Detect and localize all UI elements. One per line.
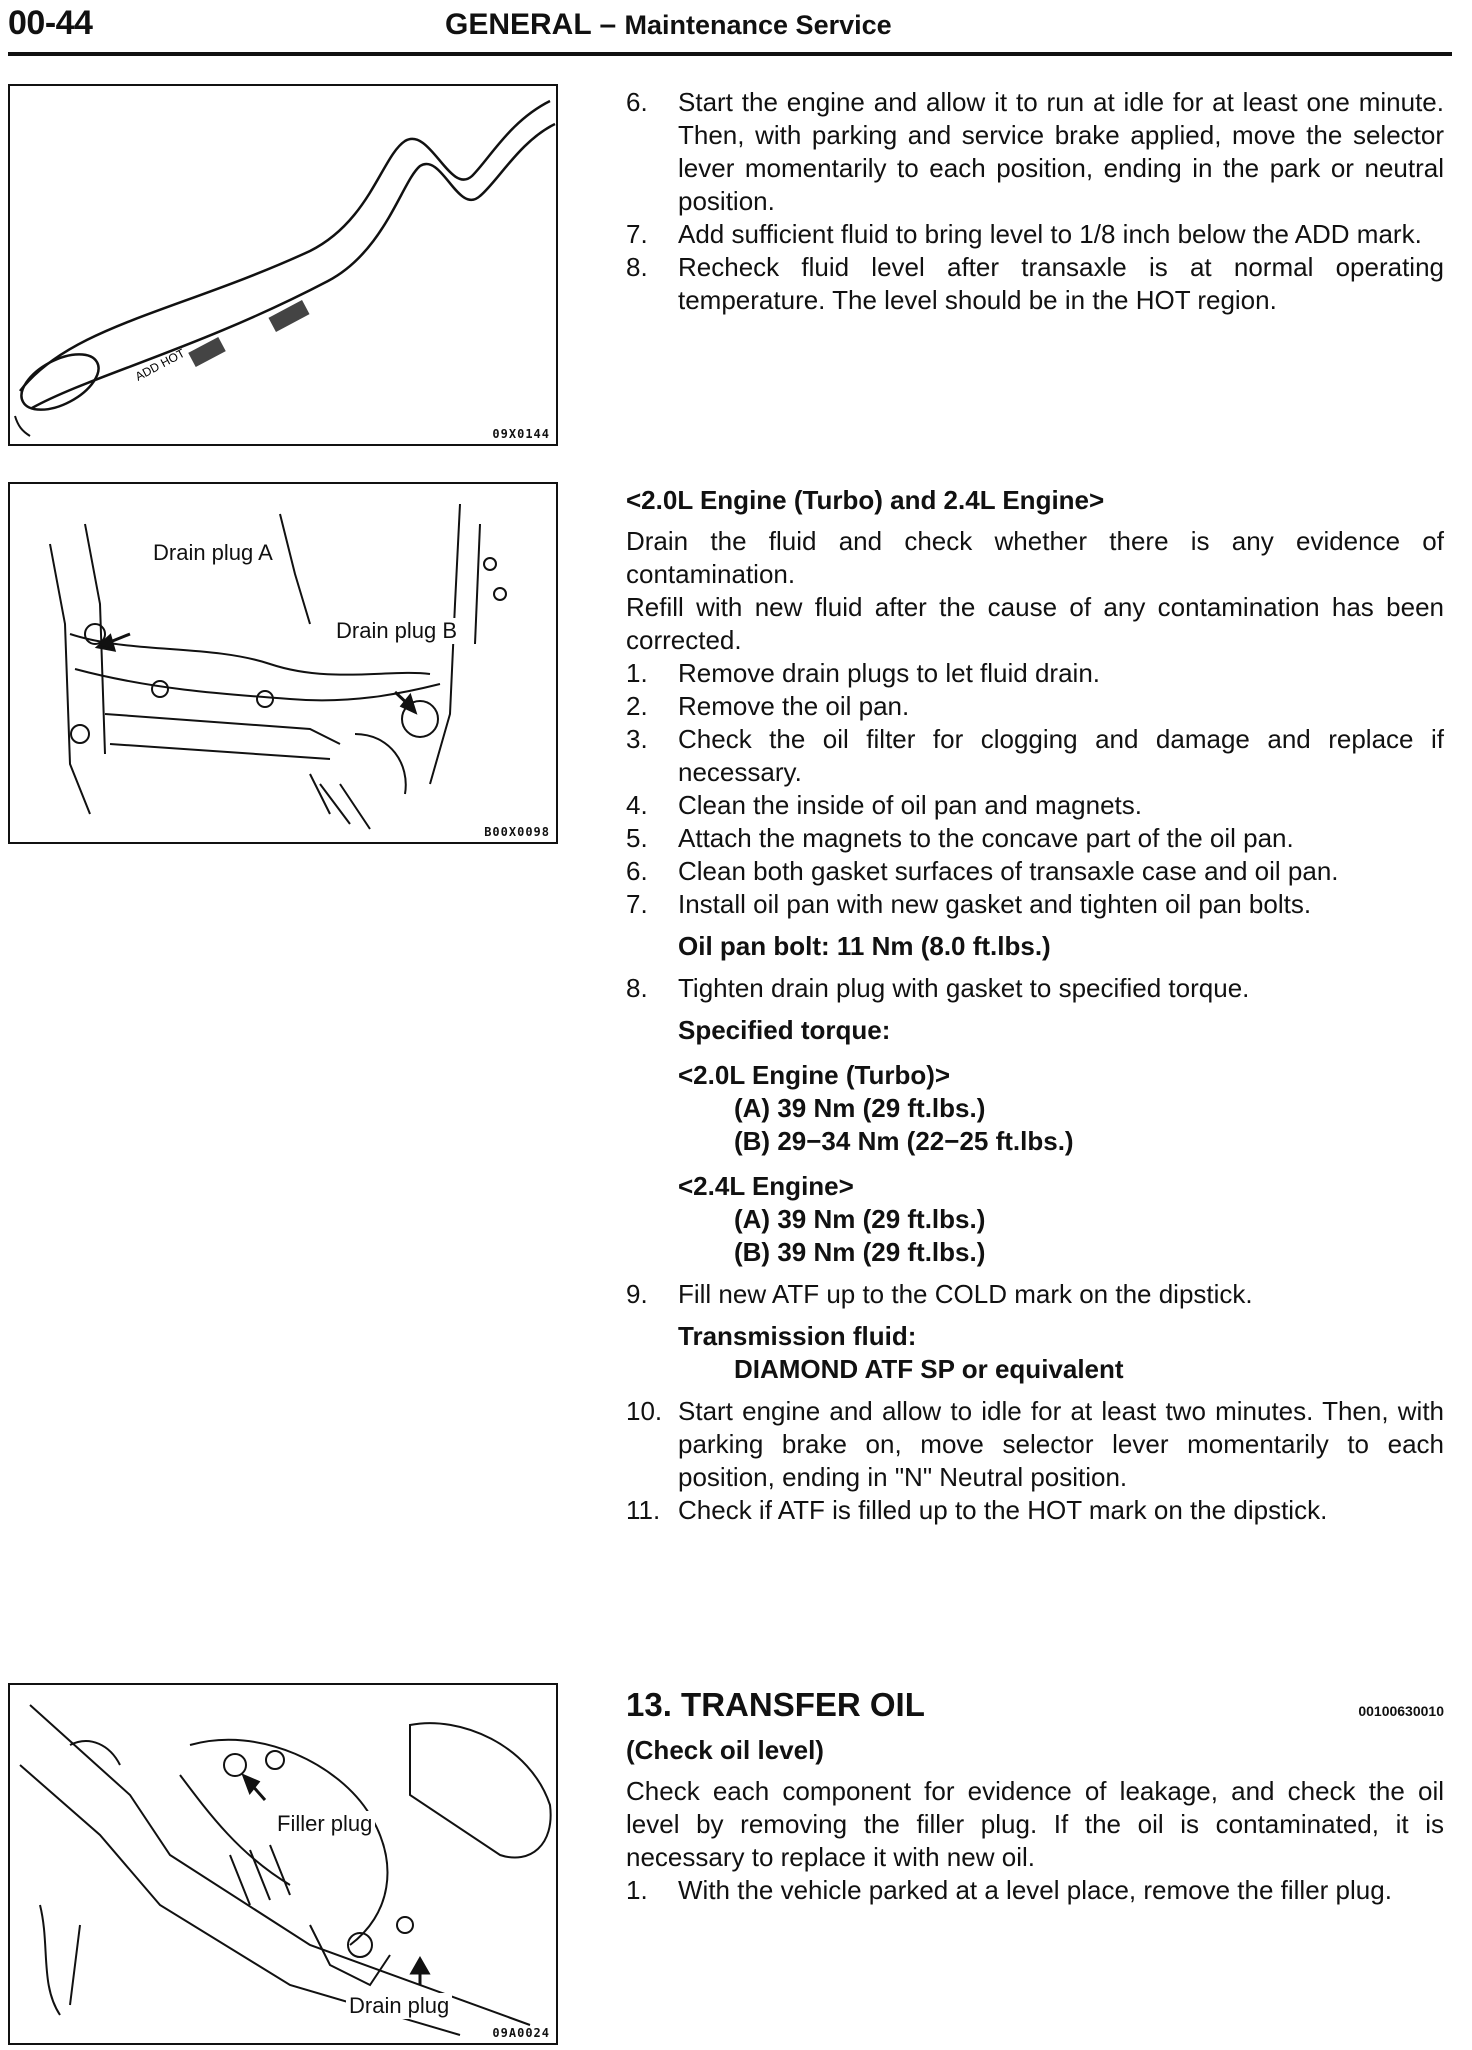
list-item [626, 1874, 1444, 1907]
item-text: Start the engine and allow it to run at idle for at least one minute. Then, with parking and service brake applied, move the selector lever momentarily to each position, ending in the park or neutral position. [678, 87, 1444, 216]
item-text: Install oil pan with new gasket and tighten oil pan bolts. [678, 889, 1312, 919]
list-item [626, 822, 1444, 855]
list-item [626, 1494, 1444, 1527]
item-text: Recheck fluid level after transaxle is at normal operating temperature. The level should be in the HOT region. [678, 252, 1444, 315]
item-text: With the vehicle parked at a level place, remove the filler plug. [678, 1875, 1392, 1905]
transfer-case-illustration [10, 1685, 556, 2043]
engine-24-title: <2.4L Engine> [678, 1171, 854, 1201]
engine-24-torque-a: (A) 39 Nm (29 ft.lbs.) [734, 1204, 986, 1234]
item-number: 9. [626, 1279, 648, 1309]
item-number: 3. [626, 724, 648, 754]
drain-plug-b-label: Drain plug B [333, 618, 460, 644]
item-text: Remove drain plugs to let fluid drain. [678, 658, 1101, 688]
engine-24-torque-b: (B) 39 Nm (29 ft.lbs.) [734, 1237, 986, 1267]
fluid-spec [678, 1320, 1444, 1386]
check-oil-level-subheading: (Check oil level) [626, 1735, 824, 1765]
section-code: 00100630010 [1358, 1703, 1444, 1719]
drain-plug-label: Drain plug [346, 1993, 452, 2019]
item-text: Attach the magnets to the concave part of the oil pan. [678, 823, 1294, 853]
item-number: 7. [626, 219, 648, 249]
list-item [626, 972, 1444, 1005]
item-text: Clean the inside of oil pan and magnets. [678, 790, 1142, 820]
item-number: 5. [626, 823, 648, 853]
turbo-engine-title: <2.0L Engine (Turbo)> [678, 1060, 951, 1090]
list-item [626, 86, 1444, 218]
page-title [445, 8, 892, 42]
header-rule [8, 52, 1452, 56]
transfer-oil-heading [626, 1688, 1444, 1728]
item-text: Clean both gasket surfaces of transaxle case and oil pan. [678, 856, 1339, 886]
turbo-torque-b: (B) 29−34 Nm (22−25 ft.lbs.) [734, 1126, 1074, 1156]
list-item [626, 723, 1444, 789]
item-number: 8. [626, 252, 648, 282]
item-text: Tighten drain plug with gasket to specified torque. [678, 973, 1250, 1003]
refill-paragraph: Refill with new fluid after the cause of any contamination has been corrected. [626, 592, 1444, 655]
item-text: Check the oil filter for clogging and damage and replace if necessary. [678, 724, 1444, 787]
item-text: Start engine and allow to idle for at least two minutes. Then, with parking brake on, move selector lever momentarily to each position, ending in "N" Neutral position. [678, 1396, 1444, 1492]
item-number: 6. [626, 87, 648, 117]
torque-spec [678, 1014, 1444, 1269]
drain-paragraph: Drain the fluid and check whether there is any evidence of contamination. [626, 526, 1444, 589]
item-text: Add sufficient fluid to bring level to 1/8 inch below the ADD mark. [678, 219, 1422, 249]
list-item [626, 657, 1444, 690]
drain-plug-a-label: Drain plug A [150, 540, 276, 566]
dipstick-illustration [10, 86, 556, 444]
drain-refill-procedure [626, 484, 1444, 1527]
transaxle-illustration [10, 484, 556, 842]
list-item [626, 690, 1444, 723]
torque-spec-title: Specified torque: [678, 1015, 891, 1045]
fluid-spec-value: DIAMOND ATF SP or equivalent [734, 1354, 1124, 1384]
item-number: 1. [626, 658, 648, 688]
fluid-check-steps [626, 86, 1444, 317]
fluid-spec-title: Transmission fluid: [678, 1321, 917, 1351]
transfer-oil-section [626, 1688, 1444, 1907]
filler-plug-label: Filler plug [274, 1811, 375, 1837]
section-title: GENERAL [445, 8, 592, 41]
list-item [626, 251, 1444, 317]
figure-code: B00X0098 [484, 825, 550, 839]
item-number: 6. [626, 856, 648, 886]
item-number: 8. [626, 973, 648, 1003]
list-item [626, 218, 1444, 251]
subsection-title: Maintenance Service [624, 10, 892, 40]
item-number: 1. [626, 1875, 648, 1905]
figure-code: 09A0024 [492, 2026, 550, 2040]
list-item [626, 789, 1444, 822]
page-number: 00-44 [8, 4, 93, 42]
item-text: Check if ATF is filled up to the HOT mark on the dipstick. [678, 1495, 1328, 1525]
list-item [626, 1395, 1444, 1494]
turbo-torque-a: (A) 39 Nm (29 ft.lbs.) [734, 1093, 986, 1123]
item-number: 7. [626, 889, 648, 919]
list-item [626, 888, 1444, 921]
item-text: Remove the oil pan. [678, 691, 910, 721]
transfer-plug-figure [8, 1683, 558, 2045]
section-heading: 13. TRANSFER OIL [626, 1686, 925, 1723]
drain-plug-figure [8, 482, 558, 844]
item-number: 4. [626, 790, 648, 820]
oil-pan-bolt-spec: Oil pan bolt: 11 Nm (8.0 ft.lbs.) [678, 931, 1051, 961]
dipstick-marking-text: ADD HOT [132, 345, 188, 384]
title-dash: – [599, 8, 617, 41]
item-number: 2. [626, 691, 648, 721]
item-number: 11. [626, 1495, 661, 1525]
engine-section-heading: <2.0L Engine (Turbo) and 2.4L Engine> [626, 485, 1105, 515]
item-number: 10. [626, 1396, 663, 1426]
list-item [626, 855, 1444, 888]
leakage-paragraph: Check each component for evidence of leakage, and check the oil level by removing the filler plug. If the oil is contaminated, it is necessary to replace it with new oil. [626, 1776, 1444, 1872]
dipstick-figure [8, 84, 558, 446]
list-item [626, 1278, 1444, 1311]
item-text: Fill new ATF up to the COLD mark on the dipstick. [678, 1279, 1253, 1309]
figure-code: 09X0144 [492, 427, 550, 441]
